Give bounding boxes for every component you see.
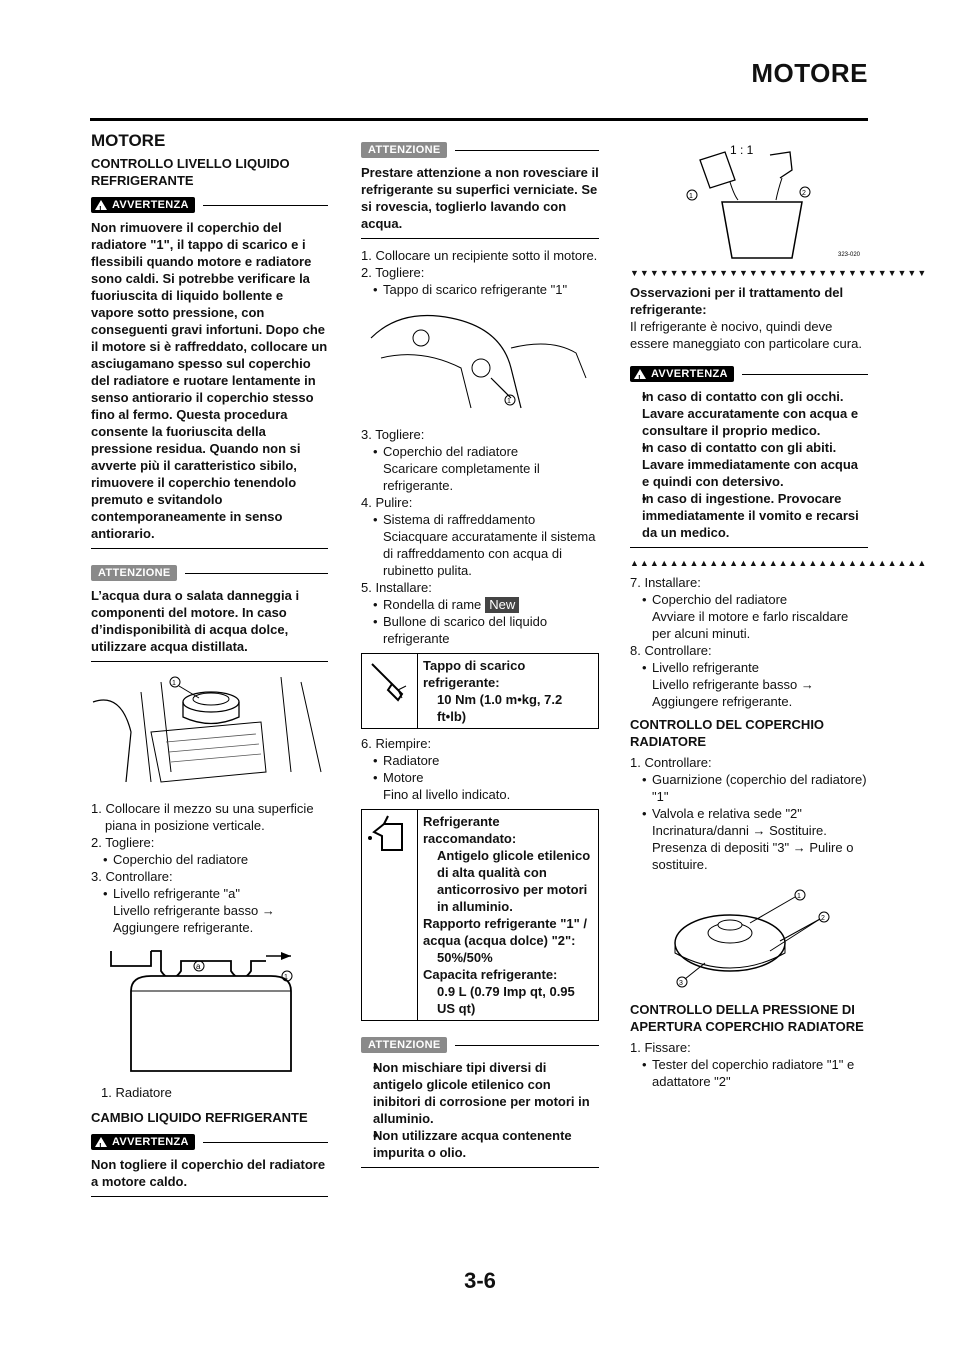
continuation-text: Sciacquare accuratamente il sistema di raffreddamento con acqua di rubinetto pulita. — [383, 529, 596, 578]
warning-badge: ! AVVERTENZA — [91, 1134, 195, 1150]
badge-rule — [455, 1045, 599, 1046]
warning-box-1 — [91, 195, 328, 549]
steps-list-2c — [361, 735, 599, 803]
warning-text: Non togliere il coperchio del radiatore a motore caldo. — [91, 1156, 328, 1197]
step-item: 4. Pulire: — [361, 495, 413, 510]
triangle-row-down: ▼▼▼▼▼▼▼▼▼▼▼▼▼▼▼▼▼▼▼▼▼▼▼▼▼▼▼▼▼▼ — [630, 268, 928, 278]
coolant-spec-box — [361, 809, 599, 1021]
figure-code: 323-020 — [838, 252, 861, 258]
radiator-cap-figure — [91, 672, 328, 792]
continuation-text: Presenza di depositi "3" → Pulire o sostituire. — [652, 840, 854, 872]
caution-item: • Non mischiare tipi diversi di antigelo glicole etilenico con inibitori di corrosione per motori in alluminio. — [361, 1059, 599, 1127]
bullet-item: • Tester del coperchio radiatore "1" e adattatore "2" — [630, 1056, 868, 1090]
page-number: 3-6 — [464, 1268, 496, 1293]
bullet-item: • Tappo di scarico refrigerante "1" — [361, 281, 599, 298]
bullet-item: • Sistema di raffreddamento — [361, 511, 599, 528]
figure-label-2: 2 — [802, 190, 806, 197]
column-1 — [91, 130, 328, 1197]
caution-badge: ATTENZIONE — [361, 142, 447, 158]
step-item: 1. Collocare il mezzo su una superficie piana in posizione verticale. — [91, 801, 314, 833]
cap-label-1: 1 — [797, 893, 801, 900]
continuation-text: Scaricare completamente il refrigerante. — [383, 461, 540, 493]
step-item: 3. Controllare: — [91, 869, 173, 884]
spec-line: Capacita refrigerante: — [423, 967, 558, 982]
warning-item: • In caso di contatto con gli abiti. Lavare immediatamente con acqua e quindi con detersivo. — [630, 439, 868, 490]
badge-rule — [203, 205, 328, 206]
caution-box-3 — [361, 1035, 599, 1168]
bullet-item: • Coperchio del radiatore — [361, 443, 599, 460]
caution-text: L’acqua dura o salata danneggia i componenti del motore. In caso d’indisponibilità di acqua dolce, utilizzare acqua distillata. — [91, 587, 328, 662]
continuation-text: Avviare il motore e farlo riscaldare per alcuni minuti. — [652, 609, 849, 641]
step-item: 3. Togliere: — [361, 427, 425, 442]
oil-can-icon — [362, 810, 418, 1020]
badge-rule — [203, 1142, 328, 1143]
spec-line: Antigelo glicole etilenico di alta qualità con anticorrosivo per motori in alluminio. — [437, 848, 591, 914]
figure-label: 1 — [172, 680, 176, 687]
warning-box-2 — [91, 1132, 328, 1197]
section-main-title: MOTORE — [91, 131, 166, 150]
cap-label-2: 2 — [821, 915, 825, 922]
steps-list-3b — [630, 754, 868, 873]
caution-box-2 — [361, 140, 599, 239]
warning-triangle-icon: ! — [95, 200, 107, 210]
section-pressure-title: CONTROLLO DELLA PRESSIONE DI APERTURA COPERCHIO RADIATORE — [630, 1002, 864, 1034]
figure-caption: 1. Radiatore — [101, 1085, 172, 1100]
radiator-level-figure — [91, 946, 328, 1076]
steps-list-2b — [361, 426, 599, 596]
caution-item: • Non utilizzare acqua contenente impurita o olio. — [361, 1127, 599, 1161]
section-coolant-change-title: CAMBIO LIQUIDO REFRIGERANTE — [91, 1110, 308, 1125]
badge-rule — [455, 150, 599, 151]
steps-list-3c — [630, 1039, 868, 1090]
bullet-item: • Livello refrigerante — [630, 659, 868, 676]
caution-text: Prestare attenzione a non rovesciare il refrigerante su superfici verniciate. Se si rovescia, toglierlo lavando con acqua. — [361, 164, 599, 239]
column-3 — [630, 140, 928, 1090]
warning-text: Non rimuovere il coperchio del radiatore "1", il tappo di scarico e i flessibili quando motore e radiatore sono caldi. Si potrebbe verificare la fuoriuscita di liquido bollente e vapore sotto pressione, con conseguenti gravi infortuni. Dopo che il motore si è raffreddato, collocare un asciugamano spesso sul coperchio del radiatore e ruotare lentamente in senso antiorario il coperchio stesso fino al fermo. Questa procedura consente la fuoriuscita della pressione residua. Quando non si avverte più il caratteristico sibilo, rimuovere il coperchio tenendolo premuto e svitandolo contemporaneamente in senso antiorario. — [91, 219, 328, 549]
step-item: 1. Fissare: — [630, 1040, 691, 1055]
step-item: 2. Togliere: — [91, 835, 155, 850]
warning-triangle-icon: ! — [95, 1137, 107, 1147]
continuation-text: Livello refrigerante basso → Aggiungere refrigerante. — [652, 677, 814, 709]
bullet-item: • Radiatore — [361, 752, 599, 769]
bullet-item: • Coperchio del radiatore — [91, 851, 328, 868]
triangle-row-up: ▲▲▲▲▲▲▲▲▲▲▲▲▲▲▲▲▲▲▲▲▲▲▲▲▲▲▲▲▲▲ — [630, 558, 928, 568]
warning-badge: ! AVVERTENZA — [91, 197, 195, 213]
continuation-text: Livello refrigerante basso → Aggiungere refrigerante. — [113, 903, 275, 935]
spec-line: 50%/50% — [437, 950, 493, 965]
continuation-text: Incrinatura/danni → Sostituire. — [652, 823, 827, 838]
step-item: 7. Installare: — [630, 575, 701, 590]
bullet-item: • Valvola e relativa sede "2" — [630, 805, 868, 822]
list-item: • Rondella di rame New — [361, 596, 599, 613]
figure-label-1: 1 — [284, 974, 288, 981]
step-item: 1. Controllare: — [630, 755, 712, 770]
caution-text — [361, 1059, 599, 1168]
spec-line: Rapporto refrigerante "1" / acqua (acqua dolce) "2": — [423, 916, 588, 948]
figure-label-a: a — [196, 962, 201, 971]
torque-spec-box — [361, 653, 599, 729]
bullet-item: • Motore — [361, 769, 599, 786]
caution-badge: ATTENZIONE — [91, 565, 177, 581]
note-text: Il refrigerante è nocivo, quindi deve essere maneggiato con particolare cura. — [630, 319, 862, 351]
step-item: 5. Installare: — [361, 580, 432, 595]
step-item: 8. Controllare: — [630, 643, 712, 658]
badge-rule — [185, 573, 328, 574]
step-item: 1. Collocare un recipiente sotto il motore. — [361, 248, 598, 263]
page-header-title: MOTORE — [751, 58, 868, 88]
bullet-item: • Livello refrigerante "a" — [91, 885, 328, 902]
warning-badge: ! AVVERTENZA — [630, 366, 734, 382]
bullet-item: • Coperchio del radiatore — [630, 591, 868, 608]
cap-label-3: 3 — [679, 980, 683, 987]
spec-line: Refrigerante raccomandato: — [423, 814, 517, 846]
header-rule — [90, 118, 868, 121]
cap-detail-figure — [630, 883, 868, 993]
ratio-label: 1 : 1 — [730, 143, 754, 157]
warning-item: • In caso di contatto con gli occhi. Lavare accuratamente con acqua e consultare il proprio medico. — [630, 388, 868, 439]
drain-bolt-figure — [361, 308, 599, 418]
coolant-mix-figure — [630, 140, 868, 260]
torque-title: Tappo di scarico refrigerante: — [423, 658, 526, 690]
caution-box-1 — [91, 563, 328, 662]
torque-wrench-icon — [362, 654, 418, 728]
section-cap-check-title: CONTROLLO DEL COPERCHIO RADIATORE — [630, 717, 825, 749]
torque-value: 10 Nm (1.0 m•kg, 7.2 ft•lb) — [437, 692, 563, 724]
spec-line: 0.9 L (0.79 Imp qt, 0.95 US qt) — [437, 984, 575, 1016]
note-title: Osservazioni per il trattamento del refrigerante: — [630, 285, 844, 317]
new-badge: New — [485, 597, 519, 613]
section-coolant-level-title: CONTROLLO LIVELLO LIQUIDO REFRIGERANTE — [91, 156, 290, 188]
step-item: 6. Riempire: — [361, 736, 432, 751]
warning-text — [630, 388, 868, 548]
figure-label: 1 — [507, 398, 511, 405]
step-item: 2. Togliere: — [361, 265, 425, 280]
figure-label-1: 1 — [689, 193, 693, 200]
bullet-item: • Guarnizione (coperchio del radiatore) "1" — [630, 771, 868, 805]
steps-list-3a — [630, 574, 868, 710]
warning-box-3 — [630, 364, 868, 548]
column-2 — [361, 140, 599, 1168]
caution-badge: ATTENZIONE — [361, 1037, 447, 1053]
warning-item: • In caso di ingestione. Provocare immediatamente il vomito e recarsi da un medico. — [630, 490, 868, 541]
warning-triangle-icon: ! — [634, 369, 646, 379]
steps-list-2a — [361, 247, 599, 298]
continuation-text: Fino al livello indicato. — [383, 787, 511, 802]
list-item: • Bullone di scarico del liquido refrigerante — [361, 613, 599, 647]
badge-rule — [742, 374, 868, 375]
steps-list-1 — [91, 800, 328, 936]
